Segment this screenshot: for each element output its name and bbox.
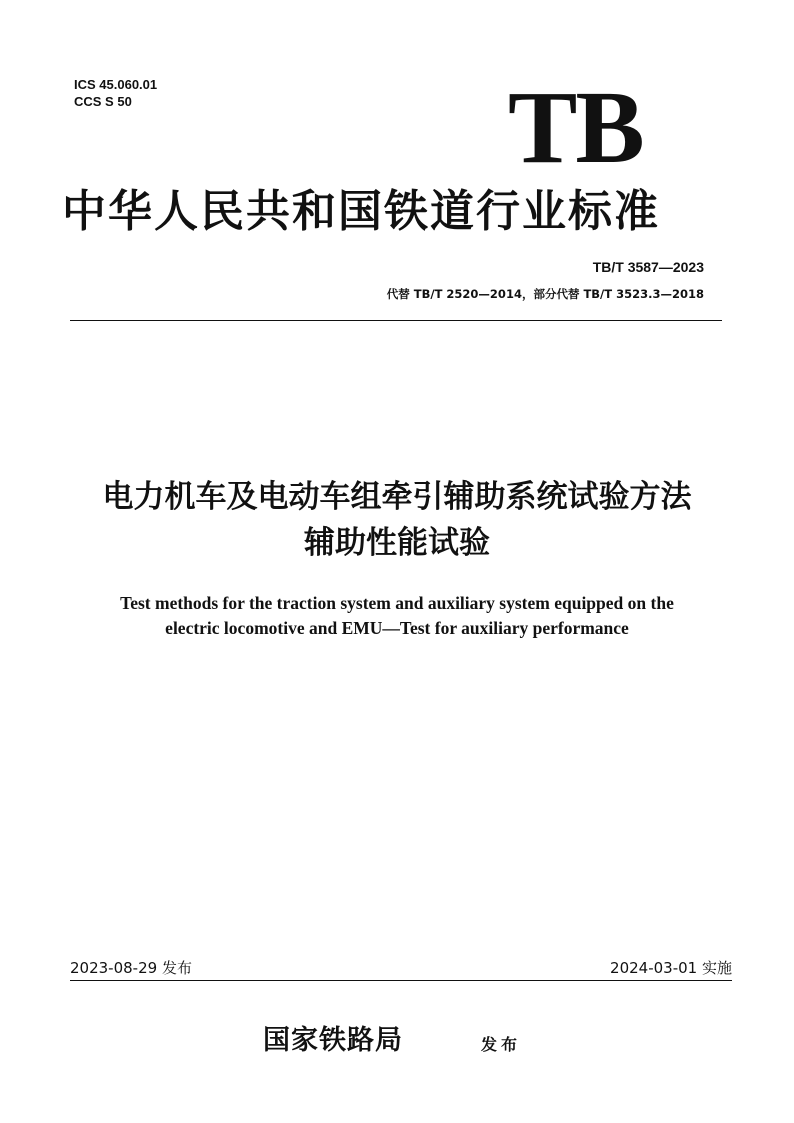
english-title-line-1: Test methods for the traction system and auxiliary system equipped on the xyxy=(120,593,674,613)
standard-type-heading: 中华人民共和国铁道行业标准 xyxy=(62,186,660,237)
english-title xyxy=(60,591,734,641)
chinese-title-line-2: 辅助性能试验 xyxy=(304,525,490,561)
standard-number: TB/T 3587—2023 xyxy=(592,259,704,275)
chinese-title-line-1: 电力机车及电动车组牵引辅助系统试验方法 xyxy=(102,479,692,515)
top-divider xyxy=(70,320,722,321)
publish-label: 发布 xyxy=(481,1035,522,1054)
bottom-divider xyxy=(70,980,732,981)
implementation-date: 2024-03-01 实施 xyxy=(610,959,732,977)
english-title-line-2: electric locomotive and EMU—Test for auxiliary performance xyxy=(165,618,629,638)
replaces-note: 代替 TB/T 2520—2014，部分代替 TB/T 3523.3—2018 xyxy=(386,287,704,301)
tb-logo: TB xyxy=(508,70,643,185)
chinese-title xyxy=(60,474,734,566)
ics-code: ICS 45.060.01 xyxy=(74,77,158,92)
ccs-code: CCS S 50 xyxy=(74,94,132,109)
issue-date: 2023-08-29 发布 xyxy=(70,959,192,977)
publisher-name: 国家铁路局 xyxy=(263,1025,403,1056)
